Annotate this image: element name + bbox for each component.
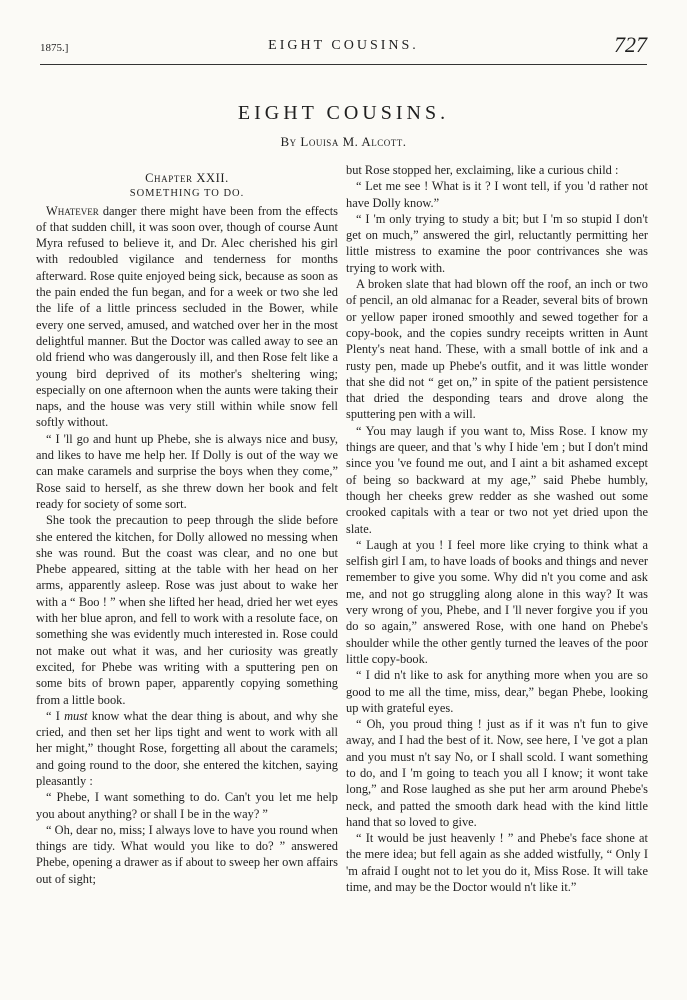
paragraph: “ I 'm only trying to study a bit; but I 'm so stupid I don't get on much,” answered the girl, reluctantly permitting her little mistress to examine the poor contrivances she was trying to work with. — [346, 211, 648, 275]
article-byline: By Louisa M. Alcott. — [280, 134, 407, 149]
paragraph: A broken slate that had blown off the roof, an inch or two of pencil, an old almanac for a Reader, several bits of brown or yellow paper ironed smoothly and sewed together for a copy-book, and the copies sundry receipts written in Aunt Plenty's neat hand. These, with a small bottle of ink and a rusty pen, made up Phebe's outfit, and it was little wonder that she did not “ get on,” in spite of the patient persistence that dried the desponding tears and drove along the sputtering pen with a will. — [346, 277, 648, 422]
running-head-title: EIGHT COUSINS. — [268, 38, 419, 53]
article-title: EIGHT COUSINS. — [237, 102, 450, 124]
paragraph: “ Oh, you proud thing ! just as if it was n't fun to give away, and I had the best of it. Now, see here, I 've got a plan and you must n't say No, or I shall scold. I want something to do, and I 'm going to teach you all I know; it wont take long,” and Rose laughed as she put her arm around Phebe's neck, and patted the smooth dark head with the kind little hand that so loved to give. — [346, 717, 648, 829]
paragraph: “ Phebe, I want something to do. Can't you let me help you about anything? or shall I be in the way? ” — [36, 790, 338, 821]
left-column — [36, 170, 338, 887]
paragraph: Whatever danger there might have been from the effects of that sudden chill, it was soon over, though of course Aunt Myra refused to believe it, and Dr. Alec cherished his girl with redoubled vigilance and tenderness for months afterward. Rose quite enjoyed being sick, because as soon as the pain ended the fun began, and for a week or two she led the life of a little princess secluded in the Bower, while every one served, amused, and watched over her in the most delightful manner. But the Doctor was called away to see an old friend who was dangerously ill, and then Rose felt like a young bird deprived of its mother's sheltering wing; especially on one afternoon when the aunts were taking their naps, and the house was very still within while snow fell softly without. — [36, 203, 338, 430]
emphasis: must — [64, 708, 88, 723]
chapter-heading: Chapter XXII. — [145, 171, 229, 185]
paragraph: “ You may laugh if you want to, Miss Rose. I know my things are queer, and that 's why I hide 'em ; but I don't mind since you 've found me out, and I aint a bit ashamed except of being so backward at my age,” said Phebe humbly, though her cheeks grew redder as she washed out some crooked capitals with a tear or two not yet dried upon the slate. — [346, 423, 648, 536]
paragraph: “ I did n't like to ask for anything more when you are so good to me all the time, miss, dear,” began Phebe, looking up with grateful eyes. — [346, 668, 648, 715]
paragraph: “ I must know what the dear thing is about, and why she cried, and then set her lips tight and went to work with all her might,” thought Rose, forgetting all about the caramels; and going round to the door, she entered the kitchen, saying pleasantly : — [36, 708, 338, 788]
chapter-title: SOMETHING TO DO. — [129, 188, 245, 200]
paragraph: She took the precaution to peep through the slide before she entered the kitchen, for Dolly allowed no messing when she was round. But the coast was clear, and no one but Phebe appeared, sitting at the table with her head on her arms, apparently asleep. Rose was just about to wake her with a “ Boo ! ” when she lifted her head, dried her wet eyes with her blue apron, and fell to work with a resolute face, on something she was evidently much interested in. Rose could not make out what it was, and her curiosity was greatly excited, for Phebe was writing with a sputtering pen on some bits of brown paper, apparently copying something from a little book. — [36, 513, 338, 707]
page-number: 727 — [614, 32, 647, 57]
paragraph: “ I 'll go and hunt up Phebe, she is always nice and busy, and likes to have me help her. If Dolly is out of the way we can make caramels and surprise the boys when they come,” Rose said to herself, as she threw down her book and felt ready for society of some sort. — [36, 431, 338, 511]
paragraph: “ Laugh at you ! I feel more like crying to think what a selfish girl I am, to have loads of books and things and never remember to give you some. Why did n't you come and ask me, and not go struggling along alone in this way? It was very wrong of you, Phebe, and I 'll never forgive you if you do so again,” answered Rose, with one hand on Phebe's shoulder while the other gently turned the leaves of the poor little copy-book. — [346, 537, 648, 666]
paragraph: but Rose stopped her, exclaiming, like a curious child : — [346, 163, 619, 177]
running-head — [40, 30, 647, 56]
paragraph: “ Let me see ! What is it ? I wont tell, if you 'd rather not have Dolly know.” — [346, 179, 648, 210]
opening-word: Whatever — [46, 203, 99, 218]
paragraph: “ It would be just heavenly ! ” and Phebe's face shone at the mere idea; but fell again as she added wistfully, “ Only I 'm afraid I ought not to let you do it, Miss Rose. It will take time, and may be the Doctor would n't like it.” — [346, 831, 648, 895]
header-rule — [40, 64, 647, 65]
paragraph: “ Oh, dear no, miss; I always love to have you round when things are tidy. What would you like to do? ” answered Phebe, opening a drawer as if about to sweep her own affairs out of sight; — [36, 822, 338, 886]
right-column — [346, 162, 648, 895]
running-head-year: 1875.] — [40, 42, 69, 54]
